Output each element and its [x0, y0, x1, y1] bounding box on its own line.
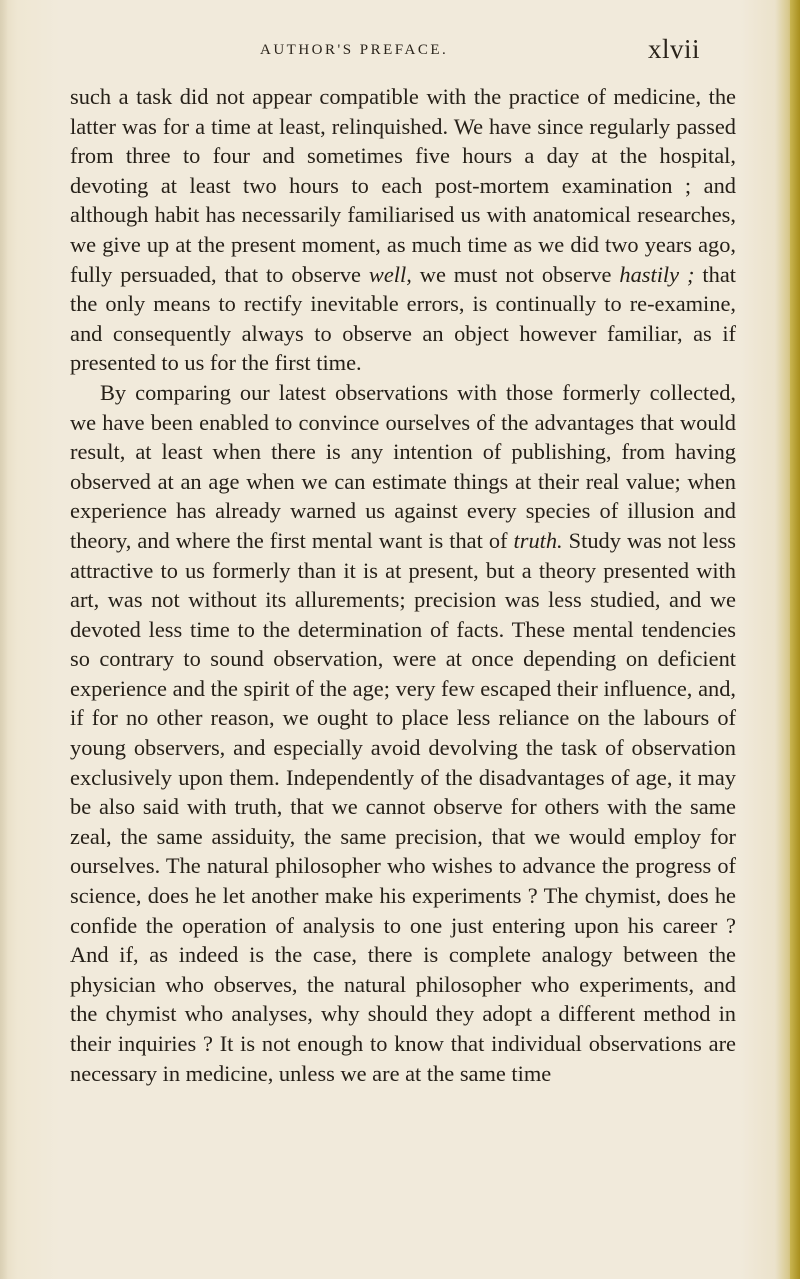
paragraph [70, 378, 736, 1088]
italic-text-run: well, [368, 261, 412, 287]
page-edge-binding [790, 0, 800, 1279]
italic-text-run: truth. [513, 527, 563, 553]
text-run: we must not observe [411, 261, 620, 287]
italic-text-run: hastily ; [619, 261, 695, 287]
text-run: By comparing our latest observations with those formerly collected, we have been enabled to convince ourselves of the advantages that would result, at least when there is any intention of publishing, from having observed at an age when we can estimate things at their real value; when experience has already warned us against every species of illusion and theory, and where the first mental want is that of [70, 379, 736, 553]
paragraph [70, 82, 736, 378]
text-run: Study was not less attractive to us formerly than it is at present, but a theory presented with art, was not without its allurements; precision was less studied, and we devoted less time to the determination of facts. These mental tendencies so contrary to sound observation, were at once depending on deficient experience and the spirit of the age; very few escaped their influence, and, if for no other reason, we ought to place less reliance on the labours of young observers, and especially avoid devolving the task of observation exclusively upon them. Independently of the disadvantages of age, it may be also said with truth, that we cannot observe for others with the same zeal, the same assiduity, the same precision, that we would employ for ourselves. The natural philosopher who wishes to advance the progress of science, does he let another make his experiments ? The chymist, does he confide the operation of analysis to one just entering upon his career ? And if, as indeed is the case, there is complete analogy between the physician who observes, the natural philosopher who experiments, and the chymist who analyses, why should they adopt a different method in their inquiries ? It is not enough to know that individual observations are necessary in medicine, unless we are at the same time [70, 527, 736, 1086]
page-header [70, 34, 760, 76]
page-number: xlvii [647, 34, 700, 64]
body-text [70, 82, 736, 1088]
page-gutter-shadow [0, 0, 8, 1279]
text-run: such a task did not appear compatible with the practice of medicine, the latter was for a time at least, relinquished. We have since regularly passed from three to four and sometimes five hours a day at the hospital, devoting at least two hours to each post-mortem examination ; and although habit has necessarily familiarised us with anatomical researches, we give up at the present moment, as much time as we did two years ago, fully persuaded, that to observe [70, 84, 736, 287]
running-head: AUTHOR'S PREFACE. [260, 42, 449, 58]
text-run: that the only means to rectify inevitable errors, is continually to re-examine, and consequently always to observe an object however familiar, as if presented to us for the first time. [70, 261, 736, 376]
